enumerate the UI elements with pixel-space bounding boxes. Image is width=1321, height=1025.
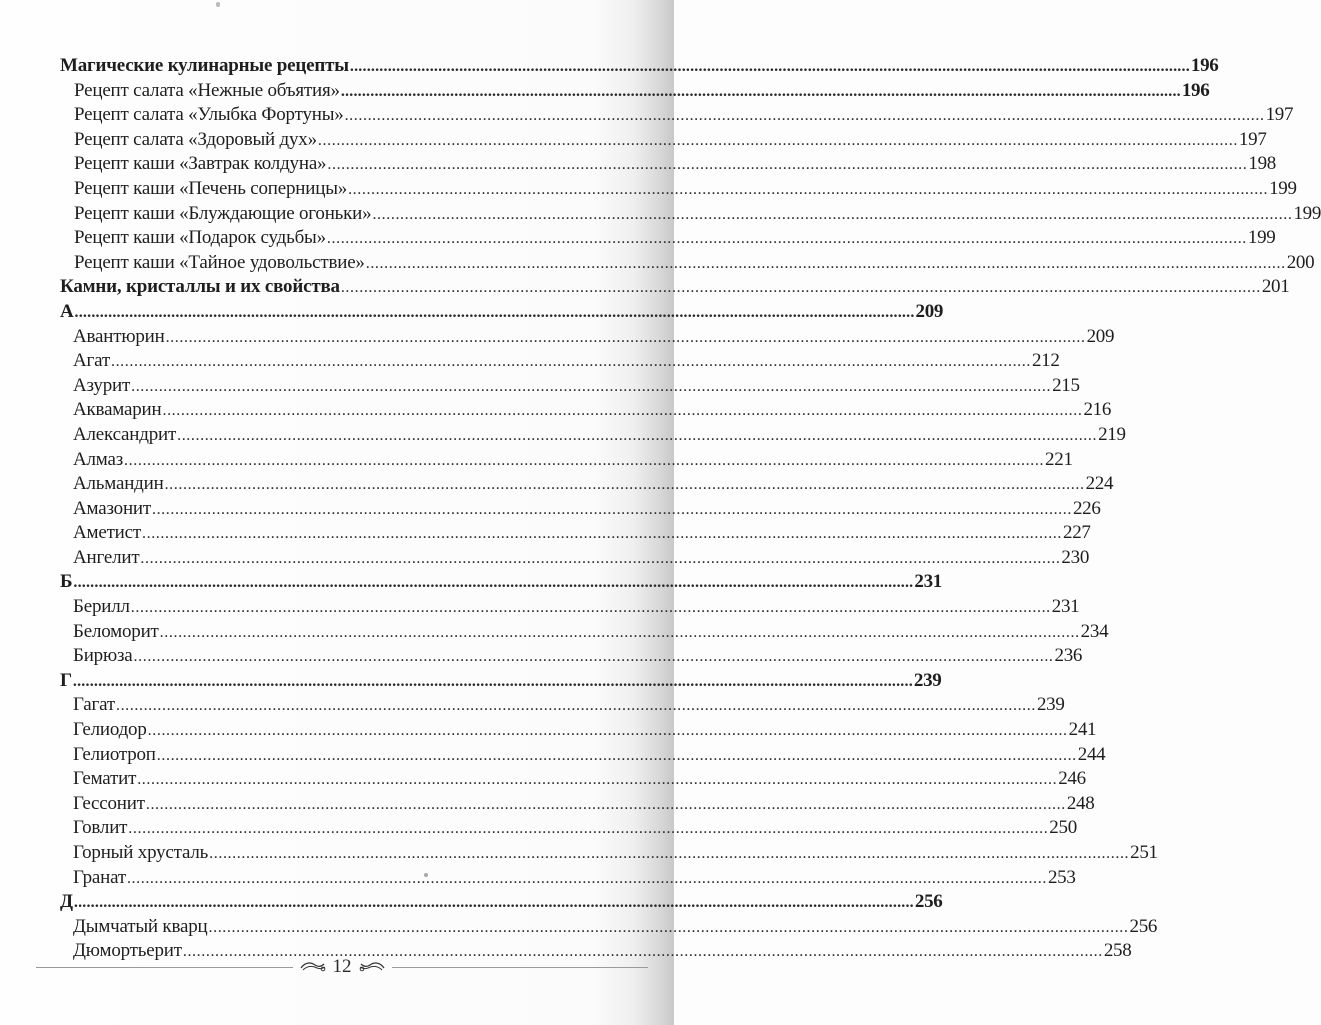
toc-item-title: Гранат (73, 866, 126, 888)
toc-entry[interactable] (60, 226, 1276, 251)
flourish-left-icon (299, 958, 327, 977)
toc-entry-page: 197 (1238, 128, 1267, 150)
paper-speck (216, 2, 220, 7)
page-footer (36, 955, 648, 979)
section-letter: Г (60, 669, 72, 691)
toc-item[interactable] (60, 620, 1109, 645)
toc-item-page: 230 (1061, 546, 1090, 568)
section-page: 239 (913, 669, 942, 691)
toc-item-title: Гагат (73, 694, 115, 716)
toc-entry-page: 201 (1261, 276, 1290, 298)
toc-item[interactable] (60, 595, 1080, 620)
toc-item-title: Дымчатый кварц (73, 915, 208, 937)
dot-leader: ........................................................................................................................................................................................................ (133, 648, 1054, 666)
toc-item-title: Александрит (73, 423, 177, 445)
toc-entry-page: 198 (1248, 153, 1276, 175)
toc-item-page: 250 (1049, 817, 1077, 839)
toc-item-title: Беломорит (73, 620, 159, 642)
toc-entry-title: Рецепт каши «Печень соперницы» (74, 177, 348, 199)
toc-item-page: 226 (1072, 497, 1101, 519)
dot-leader: ........................................................................................................................................................................................................ (165, 328, 1086, 346)
section-page: 209 (915, 300, 944, 322)
section-page: 231 (914, 571, 942, 593)
dot-leader: ........................................................................................................................................................................................................ (164, 476, 1085, 494)
toc-item-page: 215 (1052, 374, 1080, 396)
toc-item-page: 224 (1085, 473, 1114, 495)
dot-leader: ........................................................................................................................................................................................................ (142, 525, 1062, 543)
toc-item-title: Альмандин (73, 473, 164, 495)
dot-leader: ........................................................................................................................................................................................................ (326, 230, 1247, 248)
toc-entry-title: Рецепт каши «Блуждающие огоньки» (74, 202, 372, 224)
table-of-contents (60, 54, 1321, 964)
toc-item-title: Ангелит (73, 546, 140, 568)
toc-entry-page: 196 (1190, 55, 1219, 76)
toc-item-page: 244 (1077, 743, 1106, 765)
dot-leader: ........................................................................................................................................................................................................ (317, 131, 1238, 149)
dot-leader: ........................................................................................................................................................................................................ (147, 722, 1068, 740)
toc-item-page: 234 (1080, 620, 1109, 642)
toc-entry-page: 200 (1286, 251, 1315, 273)
toc-item-title: Горный хрусталь (73, 842, 209, 863)
toc-item-page: 253 (1047, 866, 1076, 888)
dot-leader: ........................................................................................................................................................................................................ (145, 795, 1066, 813)
toc-entry[interactable] (60, 54, 1219, 79)
dot-leader: ........................................................................................................................................................................................................ (131, 377, 1052, 395)
toc-item-title: Говлит (73, 817, 128, 839)
toc-entry-page: 199 (1293, 202, 1321, 224)
footer-rule-left (36, 967, 293, 968)
toc-item[interactable] (60, 693, 1065, 718)
dot-leader: ........................................................................................................................................................................................................ (74, 303, 915, 321)
toc-item[interactable] (60, 718, 1097, 743)
toc-entry[interactable] (60, 103, 1294, 128)
toc-item-page: 248 (1066, 792, 1095, 814)
dot-leader: ........................................................................................................................................................................................................ (208, 918, 1129, 936)
toc-item[interactable] (60, 398, 1112, 423)
toc-item[interactable] (60, 866, 1076, 891)
toc-entry-page: 196 (1181, 79, 1210, 101)
dot-leader: ........................................................................................................................................................................................................ (365, 254, 1286, 272)
toc-item-page: 231 (1051, 596, 1080, 618)
toc-item[interactable] (60, 472, 1114, 497)
section-page: 256 (914, 891, 943, 913)
toc-item-title: Гелиотроп (73, 743, 156, 765)
toc-item-title: Агат (73, 350, 110, 372)
dot-leader: ........................................................................................................................................................................................................ (128, 820, 1049, 838)
toc-item-page: 216 (1083, 399, 1112, 421)
toc-entry[interactable] (60, 251, 1315, 276)
toc-entry[interactable] (60, 79, 1210, 104)
toc-entry[interactable] (60, 202, 1321, 227)
dot-leader: ........................................................................................................................................................................................................ (182, 943, 1103, 961)
toc-entry[interactable] (60, 177, 1297, 202)
toc-item-title: Аквамарин (73, 399, 162, 421)
toc-item[interactable] (60, 767, 1086, 792)
dot-leader: ........................................................................................................................................................................................................ (372, 205, 1293, 223)
dot-leader: ........................................................................................................................................................................................................ (151, 500, 1072, 518)
toc-entry-title: Камни, кристаллы и их свойства (60, 276, 340, 298)
toc-item-page: 236 (1054, 645, 1083, 667)
section-letter: Б (60, 571, 73, 593)
dot-leader: ........................................................................................................................................................................................................ (124, 451, 1045, 469)
dot-leader: ........................................................................................................................................................................................................ (162, 402, 1083, 420)
dot-leader: ........................................................................................................................................................................................................ (156, 746, 1077, 764)
toc-item[interactable] (60, 644, 1083, 669)
toc-entry[interactable] (60, 275, 1290, 300)
toc-item-page: 258 (1103, 940, 1132, 962)
toc-item-page: 221 (1045, 448, 1073, 470)
dot-leader: ........................................................................................................................................................................................................ (110, 353, 1031, 371)
toc-entry-title: Рецепт каши «Подарок судьбы» (74, 227, 326, 249)
toc-item-title: Бирюза (73, 645, 133, 667)
toc-item-page: 246 (1058, 768, 1086, 790)
dot-leader: ........................................................................................................................................................................................................ (177, 426, 1098, 444)
toc-item[interactable] (60, 546, 1090, 571)
toc-item[interactable] (60, 521, 1091, 546)
toc-entry[interactable] (60, 128, 1267, 153)
toc-section-header[interactable] (60, 570, 942, 595)
toc-section-header[interactable] (60, 669, 942, 694)
dot-leader: ........................................................................................................................................................................................................ (73, 894, 914, 912)
toc-entry-page: 197 (1265, 104, 1294, 126)
dot-leader: ........................................................................................................................................................................................................ (126, 869, 1047, 887)
toc-item[interactable] (60, 792, 1095, 817)
toc-item[interactable] (60, 915, 1158, 940)
toc-item-page: 256 (1129, 915, 1158, 937)
toc-item-page: 227 (1063, 522, 1091, 544)
toc-item[interactable] (60, 841, 1158, 866)
dot-leader: ........................................................................................................................................................................................................ (73, 574, 914, 592)
toc-entry-title: Рецепт каши «Завтрак колдуна» (74, 153, 327, 175)
toc-item-title: Амазонит (73, 497, 151, 519)
flourish-right-icon (358, 958, 386, 977)
toc-item[interactable] (60, 816, 1077, 841)
dot-leader: ........................................................................................................................................................................................................ (344, 107, 1265, 125)
toc-item-page: 219 (1098, 423, 1126, 445)
dot-leader: ........................................................................................................................................................................................................ (209, 845, 1130, 862)
toc-item-page: 209 (1086, 325, 1115, 347)
dot-leader: ........................................................................................................................................................................................................ (340, 279, 1261, 297)
dot-leader: ........................................................................................................................................................................................................ (130, 599, 1051, 617)
footer-rule-right (392, 967, 649, 968)
toc-item-title: Азурит (73, 374, 131, 396)
toc-item-page: 251 (1130, 842, 1158, 863)
toc-entry-title: Рецепт салата «Здоровый дух» (74, 128, 317, 150)
toc-entry-title: Магические кулинарные рецепты (60, 55, 349, 76)
toc-item[interactable] (60, 325, 1115, 350)
toc-item-title: Гессонит (73, 792, 145, 814)
toc-item[interactable] (60, 374, 1080, 399)
toc-entry-title: Рецепт каши «Тайное удовольствие» (74, 251, 365, 273)
dot-leader: ........................................................................................................................................................................................................ (137, 771, 1058, 789)
toc-item-title: Алмаз (73, 448, 124, 470)
dot-leader: ........................................................................................................................................................................................................ (159, 623, 1080, 641)
toc-item-page: 239 (1036, 694, 1065, 716)
toc-section-header[interactable] (60, 890, 943, 915)
dot-leader: ........................................................................................................................................................................................................ (72, 672, 913, 690)
toc-item-title: Аметист (73, 522, 141, 544)
toc-item[interactable] (60, 349, 1060, 374)
page-number: 12 (332, 956, 352, 977)
toc-item-title: Авантюрин (73, 325, 165, 347)
section-letter: А (60, 300, 74, 322)
dot-leader: ........................................................................................................................................................................................................ (349, 58, 1190, 75)
section-letter: Д (60, 891, 73, 913)
toc-entry[interactable] (60, 152, 1276, 177)
dot-leader: ........................................................................................................................................................................................................ (327, 156, 1248, 174)
toc-item[interactable] (60, 743, 1106, 768)
toc-item-title: Гематит (73, 768, 137, 790)
toc-item-page: 241 (1068, 719, 1097, 741)
toc-entry-page: 199 (1269, 177, 1297, 199)
dot-leader: ........................................................................................................................................................................................................ (348, 180, 1269, 198)
dot-leader: ........................................................................................................................................................................................................ (140, 549, 1061, 567)
toc-item-title: Дюмортьерит (73, 940, 182, 962)
toc-item[interactable] (60, 423, 1126, 448)
toc-item[interactable] (60, 497, 1101, 522)
dot-leader: ........................................................................................................................................................................................................ (340, 82, 1181, 100)
toc-section-header[interactable] (60, 300, 944, 325)
toc-item[interactable] (60, 448, 1073, 473)
toc-item-page: 212 (1031, 350, 1060, 372)
toc-entry-title: Рецепт салата «Улыбка Фортуны» (74, 104, 344, 126)
toc-entry-page: 199 (1247, 227, 1276, 249)
toc-entry-title: Рецепт салата «Нежные объятия» (74, 79, 340, 101)
dot-leader: ........................................................................................................................................................................................................ (115, 697, 1036, 715)
toc-item-title: Берилл (73, 596, 130, 618)
toc-item-title: Гелиодор (73, 719, 147, 741)
